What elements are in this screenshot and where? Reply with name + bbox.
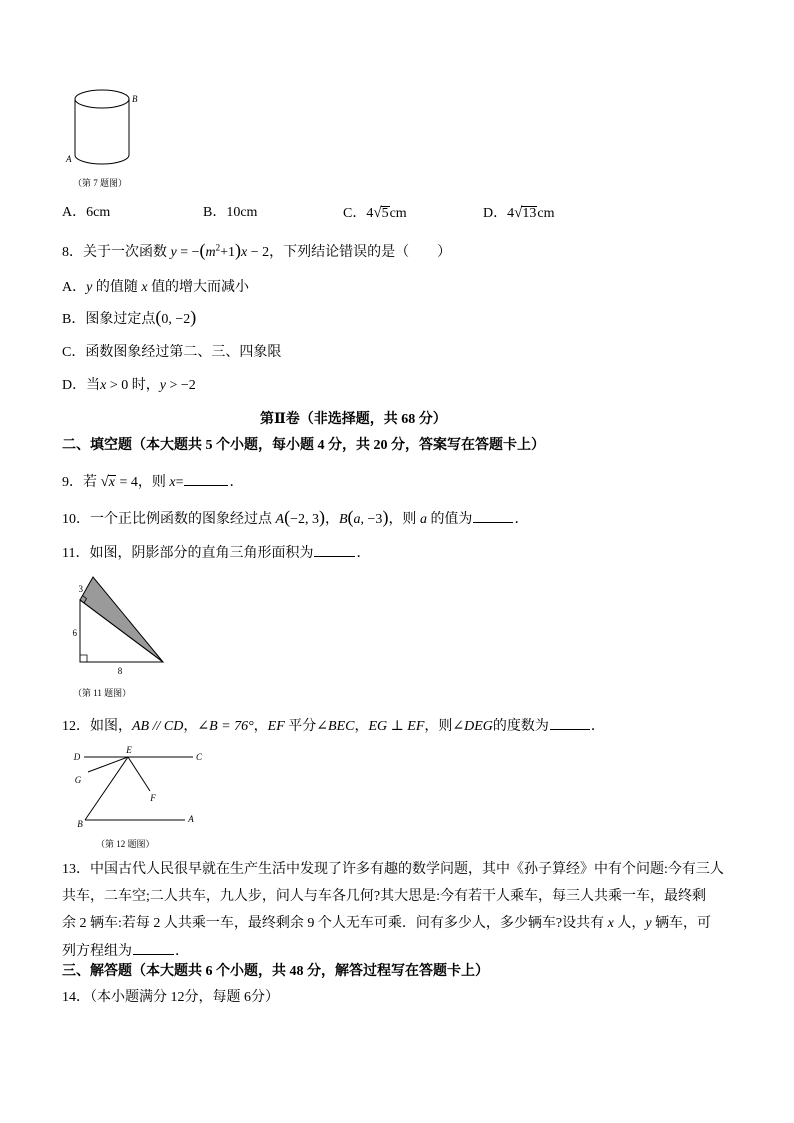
option-letter: C． [343, 206, 367, 221]
radicand: 5 [381, 206, 389, 221]
answer-blank [550, 715, 590, 730]
coef: 4 [366, 206, 374, 221]
label-c: C [195, 752, 203, 762]
period: ． [356, 546, 371, 561]
option-letter: A． [62, 280, 87, 295]
answer-blank [473, 508, 513, 523]
q13-line-2: 共车，二车空;二人共车，九人步，问人与车各几何?其大思是:今有若干人乘车，每三人共乘一车，最终剩 [62, 889, 706, 904]
coef: 4 [507, 206, 515, 221]
radical-sign: √ [373, 205, 382, 221]
period: ． [590, 719, 605, 734]
label-g: G [74, 775, 82, 785]
radicand: x [108, 475, 115, 490]
figure-11-triangles [60, 570, 175, 680]
radical-sign: √ [100, 474, 109, 490]
q13-line-4 [62, 940, 189, 962]
parallel-relation: AB // CD [132, 719, 184, 734]
var-x: x [169, 475, 176, 490]
cylinder-top [75, 90, 129, 108]
option-text: 时， [128, 378, 160, 393]
option-text: 的值随 [92, 280, 142, 295]
q14: 14．（本小题满分 12分，每题 6分） [62, 990, 279, 1005]
right-triangle [80, 600, 163, 662]
q13-text: 余 2 辆车:若每 2 人共乘一车，最终剩余 9 个人无车可乘．问有多少人，多少辆车?设共有 [62, 916, 608, 931]
option-letter: C． [62, 345, 86, 360]
result: > −2 [165, 378, 196, 393]
option-letter: A． [62, 205, 87, 220]
condition: > 0 [106, 378, 129, 393]
q8-option-d [62, 376, 196, 396]
var-y: y [159, 378, 166, 393]
label-6: 6 [72, 628, 77, 638]
period: ． [229, 475, 244, 490]
unit: cm [389, 206, 407, 221]
figure-7-caption: （第 7 题图） [73, 178, 128, 188]
sqrt [514, 203, 537, 224]
separator: ， [354, 719, 369, 734]
q8-option-a [62, 278, 249, 298]
period: ． [514, 512, 529, 527]
point-a: A [275, 512, 285, 527]
q8-prefix: 关于一次函数 [83, 245, 167, 260]
equals: = [175, 475, 184, 490]
right-paren: ) [190, 307, 197, 327]
angle-b: ∠B = 76° [197, 719, 254, 734]
plus-one: +1 [220, 245, 236, 260]
answer-blank [133, 940, 174, 955]
left-paren: ( [199, 240, 206, 260]
q8-stem [62, 240, 452, 263]
q13-text: 人， [613, 916, 646, 931]
segment-eg [88, 757, 128, 772]
label-f: F [150, 793, 156, 803]
q13-text: 列方程组为 [62, 944, 132, 959]
option-letter: B． [62, 312, 86, 327]
var-x: x [141, 280, 148, 295]
shaded-triangle [80, 577, 163, 662]
radical-sign: √ [514, 205, 523, 221]
q10-text: 10．一个正比例函数的图象经过点 [62, 512, 276, 527]
var-y: y [645, 916, 652, 931]
figure-12-caption: （第 12 题图） [96, 839, 155, 849]
figure-7-label-a: A [66, 154, 72, 164]
figure-11-caption: （第 11 题图） [73, 688, 132, 698]
equals-minus: = − [176, 245, 200, 260]
option-text: 值的增大而减小 [147, 280, 250, 295]
option-text: 函数图象经过第二、三、四象限 [85, 345, 282, 360]
sqrt [101, 472, 116, 493]
left-paren: ( [155, 307, 162, 327]
angle-deg: ∠DEG [452, 719, 493, 734]
label-3: 3 [78, 584, 83, 594]
q13-line-1: 13．中国古代人民很早就在生产生活中发现了许多有趣的数学问题，其中《孙子算经》中有个问题:今有三人 [62, 862, 724, 877]
q10-text: 的值为 [426, 512, 473, 527]
q7-option-b [203, 203, 257, 223]
figure-12-parallel-lines [65, 740, 210, 832]
left-paren: ( [284, 507, 291, 527]
option-letter: B． [203, 205, 227, 220]
option-letter: D． [483, 206, 508, 221]
q7-option-a [62, 203, 110, 223]
q12-text: 平分 [284, 719, 317, 734]
var-a: a [353, 512, 361, 527]
option-letter: D． [62, 378, 87, 393]
q7-option-c [343, 203, 407, 224]
segment-ef [128, 757, 150, 791]
minus-two: − 2 [247, 245, 270, 260]
var-a: a [419, 512, 427, 527]
q8-number: 8． [62, 245, 83, 260]
part-2-title: 第Ⅱ卷（非选择题，共 68 分） [260, 412, 447, 427]
section-2-heading: 二、填空题（本大题共 5 个小题，每小题 4 分，共 20 分，答案写在答题卡上） [62, 438, 545, 453]
q13-text: 辆车，可 [651, 916, 712, 931]
angle-bec: ∠BEC [316, 719, 355, 734]
separator: ， [324, 512, 339, 527]
right-angle-mark-bottom [80, 655, 87, 662]
q8-option-b [62, 307, 197, 330]
q13-line-3 [62, 914, 711, 934]
perpendicular-relation: EG ⊥ EF [368, 719, 425, 734]
point-b-coords: , −3 [360, 512, 383, 527]
equals-four: = 4 [115, 475, 138, 490]
label-b: B [77, 819, 83, 829]
q11 [62, 542, 370, 564]
var-y: y [86, 280, 93, 295]
label-a: A [188, 814, 194, 824]
var-x: x [607, 916, 614, 931]
q12 [62, 715, 605, 737]
unit: cm [537, 206, 555, 221]
q12-text: 12．如图， [62, 719, 132, 734]
right-paren: ) [318, 507, 325, 527]
segment-ef: EF [267, 719, 285, 734]
point-b: B [338, 512, 348, 527]
q9-text: 9．若 [62, 475, 101, 490]
q12-text: 的度数为 [492, 719, 549, 734]
option-text: 6cm [86, 205, 111, 220]
segment-eb [85, 757, 128, 820]
exponent: 2 [215, 242, 221, 253]
var-x: x [241, 245, 248, 260]
var-y: y [170, 245, 177, 260]
period: ． [175, 944, 189, 959]
option-text: 10cm [226, 205, 258, 220]
option-text: 图象过定点 [85, 312, 156, 327]
var-m: m [205, 245, 216, 260]
q9-text: ，则 [137, 475, 170, 490]
point-a-coords: −2, 3 [290, 512, 319, 527]
figure-7-label-b: B [132, 94, 138, 104]
q10 [62, 508, 528, 530]
separator: ， [253, 719, 268, 734]
label-8: 8 [117, 666, 123, 676]
answer-blank [314, 542, 355, 557]
q10-text: ，则 [388, 512, 420, 527]
q11-text: 11．如图，阴影部分的直角三角形面积为 [62, 546, 314, 561]
section-3-heading: 三、解答题（本大题共 6 个小题，共 48 分，解答过程写在答题卡上） [62, 964, 489, 979]
q9 [62, 471, 243, 493]
var-x: x [100, 378, 107, 393]
q8-expression [170, 240, 270, 260]
label-d: D [73, 752, 81, 762]
option-text: 当 [86, 378, 101, 393]
q8-option-c [62, 343, 281, 363]
radicand: 13 [522, 206, 537, 221]
q7-option-d [483, 203, 554, 224]
q12-text: ，则 [424, 719, 453, 734]
cylinder-bottom [75, 155, 129, 164]
right-paren: ) [235, 240, 242, 260]
label-e: E [126, 745, 132, 755]
separator: ， [183, 719, 198, 734]
right-paren: ) [382, 507, 389, 527]
left-paren: ( [347, 507, 354, 527]
sqrt [373, 203, 389, 224]
answer-blank [184, 471, 228, 486]
point-coords: 0, −2 [161, 312, 191, 327]
q8-suffix: ，下列结论错误的是（ ） [269, 245, 452, 260]
